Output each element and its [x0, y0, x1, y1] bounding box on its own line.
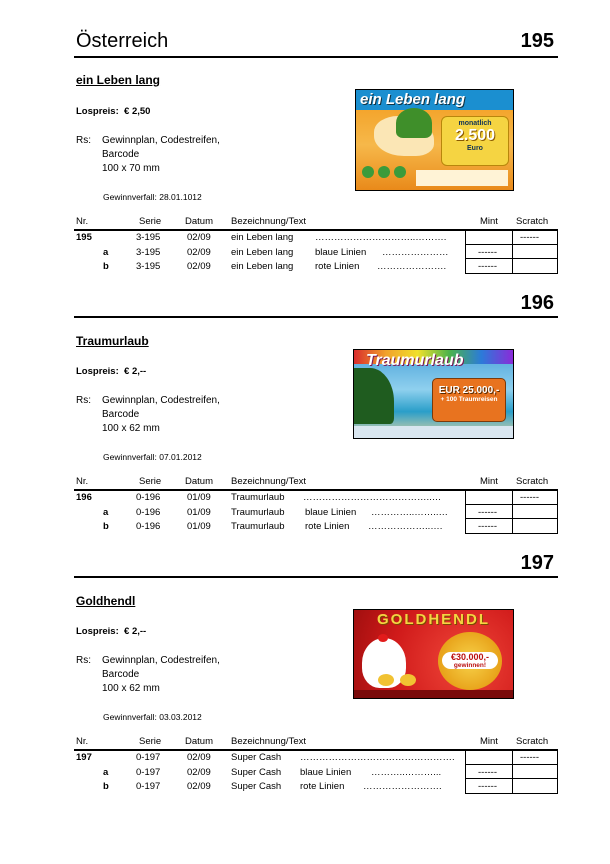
row-mint: ------ — [478, 767, 497, 778]
row-text: Traumurlaub — [231, 492, 285, 503]
palm-tree-icon — [396, 108, 432, 138]
row-scratch: ------ — [520, 492, 539, 503]
row-dots: ………..………... — [371, 767, 442, 778]
col-nr: Nr. — [76, 216, 89, 227]
col-bezeichnung: Bezeichnung/Text — [231, 476, 306, 487]
row-datum: 02/09 — [187, 232, 211, 243]
image-logo: GOLDHENDL — [377, 611, 490, 628]
suitcase-badge — [432, 378, 506, 422]
badge-currency: Euro — [467, 145, 483, 152]
row-text: Super Cash — [231, 781, 282, 792]
section-rule — [74, 576, 558, 578]
row-text: Super Cash — [231, 752, 282, 763]
row-serie: 3-195 — [136, 261, 161, 272]
palm-tree-icon — [354, 368, 394, 424]
row-scratch: ------ — [520, 232, 539, 243]
col-serie: Serie — [139, 476, 162, 487]
grid-line — [557, 490, 558, 534]
egg-icon — [400, 674, 416, 686]
row-datum: 02/09 — [187, 261, 211, 272]
row-text: ein Leben lang — [231, 261, 294, 272]
row-sub: b — [103, 781, 109, 792]
comb-icon — [378, 634, 388, 642]
row-dots: …………..……..… — [371, 507, 449, 518]
section-rule — [74, 316, 558, 318]
row-mint: ------ — [478, 247, 497, 258]
row-nr: 195 — [76, 232, 92, 243]
ticket-image — [353, 349, 514, 439]
egg-icon — [378, 674, 394, 686]
image-logo: ein Leben lang — [360, 91, 466, 108]
grid-line — [465, 490, 466, 534]
row-dots: ………………..…. — [368, 521, 443, 532]
row-variant: blaue Linien — [315, 247, 367, 258]
badge-sub: + 100 Traumreisen — [440, 396, 498, 403]
table-rule — [74, 489, 558, 491]
grid-line — [557, 230, 558, 274]
ticket-rs — [76, 654, 276, 700]
page-country: Österreich — [76, 30, 169, 52]
row-variant: rote Linien — [315, 261, 360, 272]
row-variant: blaue Linien — [300, 767, 352, 778]
row-mint: ------ — [478, 521, 497, 532]
ticket-title: Goldhendl — [76, 594, 136, 608]
image-footer-text — [354, 690, 513, 698]
grid-line — [465, 230, 466, 274]
rs-label: Rs: — [76, 135, 91, 146]
col-serie: Serie — [139, 216, 162, 227]
grid-line — [512, 230, 513, 274]
ticket-rs — [76, 394, 276, 440]
row-nr: 197 — [76, 752, 92, 763]
col-nr: Nr. — [76, 476, 89, 487]
row-serie: 0-197 — [136, 767, 161, 778]
col-datum: Datum — [185, 476, 213, 487]
gewinnverfall: Gewinnverfall: 28.01.1012 — [103, 192, 202, 202]
row-datum: 02/09 — [187, 781, 211, 792]
row-dots: ………………… — [382, 247, 449, 258]
row-datum: 02/09 — [187, 767, 211, 778]
grid-line — [465, 273, 558, 274]
header-rule — [74, 56, 558, 58]
row-serie: 0-196 — [136, 507, 161, 518]
row-sub: b — [103, 261, 109, 272]
row-mint: ------ — [478, 507, 497, 518]
grid-line — [465, 750, 466, 794]
grid-line — [465, 793, 558, 794]
row-sub: a — [103, 247, 109, 258]
rs-line: Gewinnplan, Codestreifen, — [102, 135, 220, 146]
badge-top: monatlich — [458, 120, 492, 127]
prize-badge — [441, 116, 509, 166]
row-serie: 3-195 — [136, 232, 161, 243]
ticket-image — [355, 89, 514, 191]
price-value: € 2,-- — [124, 366, 147, 377]
symbol-icon — [394, 166, 406, 178]
row-variant: rote Linien — [300, 781, 345, 792]
rs-label: Rs: — [76, 395, 91, 406]
row-dots: …………………………..………. — [315, 232, 447, 243]
row-dots: …………………………………..… — [303, 492, 442, 503]
grid-line — [465, 258, 558, 259]
row-scratch: ------ — [520, 752, 539, 763]
col-datum: Datum — [185, 736, 213, 747]
row-text: ein Leben lang — [231, 232, 294, 243]
row-text: Traumurlaub — [231, 507, 285, 518]
rs-label: Rs: — [76, 655, 91, 666]
grid-line — [465, 504, 558, 505]
rs-line: Barcode — [102, 669, 140, 680]
rs-line: 100 x 62 mm — [102, 683, 160, 694]
col-mint: Mint — [480, 216, 498, 227]
price-label: Lospreis: — [76, 106, 119, 117]
row-datum: 01/09 — [187, 492, 211, 503]
table-rule — [74, 749, 558, 751]
ticket-number: 196 — [520, 292, 554, 314]
grid-line — [465, 764, 558, 765]
row-serie: 3-195 — [136, 247, 161, 258]
gewinnverfall: Gewinnverfall: 07.01.2012 — [103, 452, 202, 462]
col-bezeichnung: Bezeichnung/Text — [231, 736, 306, 747]
rs-line: Gewinnplan, Codestreifen, — [102, 395, 220, 406]
grid-line — [465, 518, 558, 519]
ticket-image — [353, 609, 514, 699]
symbol-icon — [362, 166, 374, 178]
grid-line — [465, 533, 558, 534]
badge-amount: €30.000,- — [450, 652, 490, 662]
ticket-number: 197 — [520, 552, 554, 574]
ticket-rs — [76, 134, 276, 180]
row-serie: 0-197 — [136, 752, 161, 763]
ticket-price — [76, 366, 146, 377]
row-sub: b — [103, 521, 109, 532]
badge-amount: EUR 25.000,- — [438, 385, 500, 396]
rs-line: Barcode — [102, 149, 140, 160]
rs-line: 100 x 70 mm — [102, 163, 160, 174]
row-variant: blaue Linien — [305, 507, 357, 518]
row-nr: 196 — [76, 492, 92, 503]
image-logo: Traumurlaub — [366, 352, 464, 369]
row-sub: a — [103, 767, 109, 778]
ticket-price — [76, 626, 146, 637]
row-text: ein Leben lang — [231, 247, 294, 258]
badge-sub: gewinnen! — [453, 662, 487, 669]
row-datum: 01/09 — [187, 507, 211, 518]
ticket-title: ein Leben lang — [76, 73, 161, 87]
grid-line — [512, 750, 513, 794]
row-dots: ……………………. — [363, 781, 442, 792]
row-datum: 02/09 — [187, 752, 211, 763]
price-label: Lospreis: — [76, 626, 119, 637]
col-mint: Mint — [480, 476, 498, 487]
col-scratch: Scratch — [516, 476, 549, 487]
col-bezeichnung: Bezeichnung/Text — [231, 216, 306, 227]
row-serie: 0-197 — [136, 781, 161, 792]
rs-line: Barcode — [102, 409, 140, 420]
row-dots: …………………. — [377, 261, 447, 272]
col-serie: Serie — [139, 736, 162, 747]
grid-line — [557, 750, 558, 794]
row-datum: 02/09 — [187, 247, 211, 258]
ticket-price — [76, 106, 150, 117]
page-number: 195 — [520, 30, 554, 52]
col-nr: Nr. — [76, 736, 89, 747]
grid-line — [512, 490, 513, 534]
row-serie: 0-196 — [136, 492, 161, 503]
row-mint: ------ — [478, 781, 497, 792]
row-datum: 01/09 — [187, 521, 211, 532]
col-scratch: Scratch — [516, 736, 549, 747]
grid-line — [465, 778, 558, 779]
table-rule — [74, 229, 558, 231]
image-footer-text — [354, 426, 513, 438]
golden-eggs — [438, 632, 502, 690]
row-text: Traumurlaub — [231, 521, 285, 532]
price-value: € 2,-- — [124, 626, 147, 637]
price-value: € 2,50 — [124, 106, 151, 117]
col-datum: Datum — [185, 216, 213, 227]
image-footer-text — [416, 170, 508, 186]
row-mint: ------ — [478, 261, 497, 272]
gewinnverfall: Gewinnverfall: 03.03.2012 — [103, 712, 202, 722]
price-label: Lospreis: — [76, 366, 119, 377]
row-dots: …………………………………………. — [300, 752, 455, 763]
row-variant: rote Linien — [305, 521, 350, 532]
grid-line — [465, 244, 558, 245]
badge-amount: 2.500 — [454, 127, 496, 144]
rs-line: 100 x 62 mm — [102, 423, 160, 434]
row-text: Super Cash — [231, 767, 282, 778]
col-scratch: Scratch — [516, 216, 549, 227]
col-mint: Mint — [480, 736, 498, 747]
symbol-icon — [378, 166, 390, 178]
ticket-title: Traumurlaub — [76, 334, 149, 348]
row-serie: 0-196 — [136, 521, 161, 532]
rs-line: Gewinnplan, Codestreifen, — [102, 655, 220, 666]
row-sub: a — [103, 507, 109, 518]
